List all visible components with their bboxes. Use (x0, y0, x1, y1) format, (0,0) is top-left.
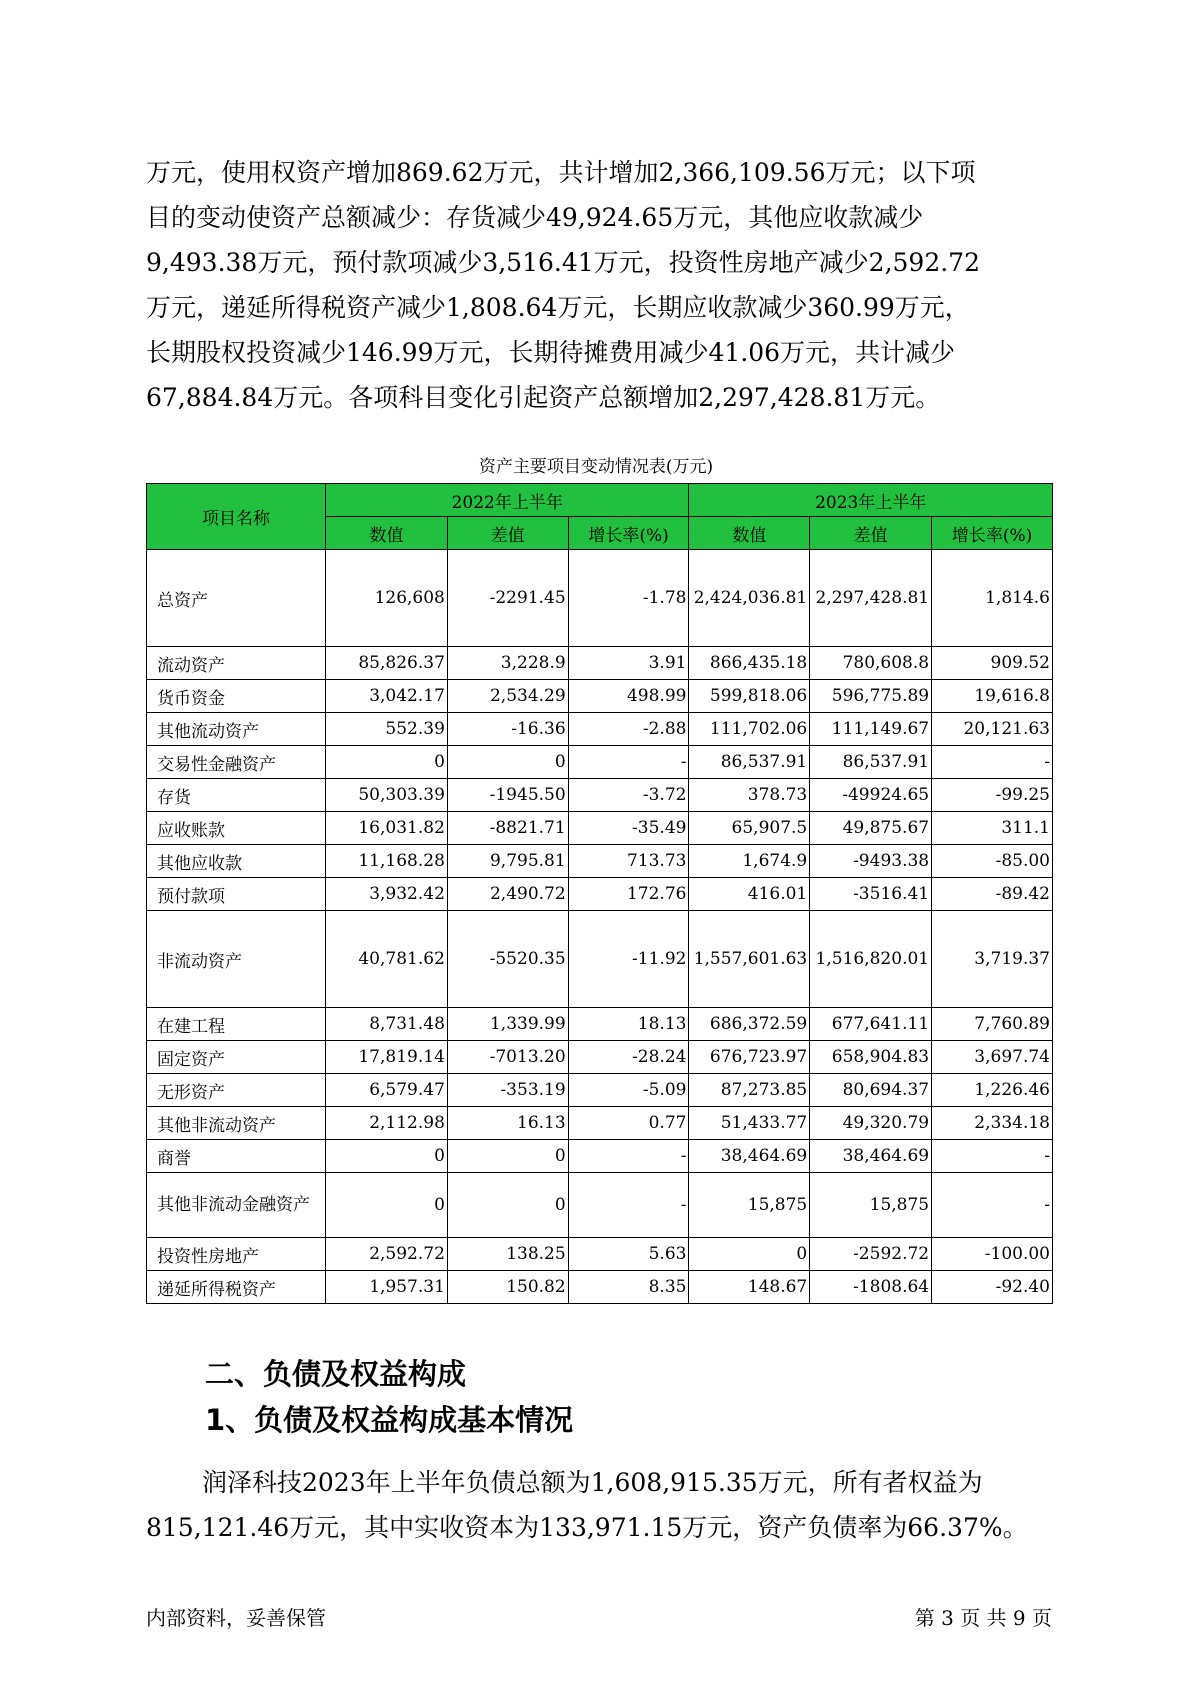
value-cell: 780,608.8 (810, 647, 932, 680)
value-cell: -16.36 (447, 713, 568, 746)
value-cell: 0 (447, 1173, 568, 1238)
value-cell: 3,042.17 (326, 680, 448, 713)
row-name-cell: 应收账款 (147, 812, 326, 845)
value-cell: 38,464.69 (810, 1140, 932, 1173)
value-cell: 7,760.89 (932, 1008, 1053, 1041)
liability-line: 润泽科技2023年上半年负债总额为1,608,915.35万元，所有者权益为 (202, 1468, 983, 1497)
value-cell: 1,814.6 (932, 550, 1053, 647)
value-cell: 16.13 (447, 1107, 568, 1140)
row-name-cell: 总资产 (147, 550, 326, 647)
table-caption: 资产主要项目变动情况表(万元) (478, 457, 714, 477)
value-cell: -28.24 (568, 1041, 689, 1074)
value-cell: 676,723.97 (689, 1041, 810, 1074)
value-cell: 2,297,428.81 (810, 550, 932, 647)
table-row (147, 1140, 1053, 1173)
table-row (147, 1008, 1053, 1041)
value-cell: 3.91 (568, 647, 689, 680)
value-cell: 658,904.83 (810, 1041, 932, 1074)
value-cell: 18.13 (568, 1008, 689, 1041)
header-item-name: 项目名称 (147, 484, 326, 550)
value-cell: 9,795.81 (447, 845, 568, 878)
value-cell: 1,674.9 (689, 845, 810, 878)
value-cell: 172.76 (568, 878, 689, 911)
value-cell: 0.77 (568, 1107, 689, 1140)
header-period-2023: 2023年上半年 (689, 484, 1053, 517)
value-cell: 909.52 (932, 647, 1053, 680)
row-name-cell: 其他非流动资产 (147, 1107, 326, 1140)
table-row (147, 1107, 1053, 1140)
row-name-cell: 投资性房地产 (147, 1238, 326, 1271)
value-cell: 15,875 (689, 1173, 810, 1238)
value-cell: 49,320.79 (810, 1107, 932, 1140)
value-cell: -1808.64 (810, 1271, 932, 1304)
value-cell: -1945.50 (447, 779, 568, 812)
subheader-diff-2023: 差值 (810, 517, 932, 550)
subheader-growth-2023: 增长率(%) (932, 517, 1053, 550)
value-cell: 8,731.48 (326, 1008, 448, 1041)
table-row (147, 1074, 1053, 1107)
value-cell: 49,875.67 (810, 812, 932, 845)
intro-line: 目的变动使资产总额减少：存货减少49,924.65万元，其他应收款减少 (146, 203, 924, 232)
row-name-cell: 递延所得税资产 (147, 1271, 326, 1304)
value-cell: 2,534.29 (447, 680, 568, 713)
value-cell: 2,490.72 (447, 878, 568, 911)
section-heading: 二、负债及权益构成 (205, 1357, 467, 1391)
value-cell: 6,579.47 (326, 1074, 448, 1107)
value-cell: -1.78 (568, 550, 689, 647)
table-row (147, 550, 1053, 647)
value-cell: 0 (447, 1140, 568, 1173)
value-cell: 50,303.39 (326, 779, 448, 812)
value-cell: - (568, 746, 689, 779)
row-name-cell: 固定资产 (147, 1041, 326, 1074)
intro-paragraph (146, 150, 1046, 420)
value-cell: 0 (447, 746, 568, 779)
table-body (147, 550, 1053, 1304)
value-cell: 1,516,820.01 (810, 911, 932, 1008)
value-cell: -2592.72 (810, 1238, 932, 1271)
header-period-2022: 2022年上半年 (326, 484, 689, 517)
subheader-value-2023: 数值 (689, 517, 810, 550)
table-row (147, 911, 1053, 1008)
value-cell: -92.40 (932, 1271, 1053, 1304)
subheader-diff-2022: 差值 (447, 517, 568, 550)
asset-change-table (146, 483, 1053, 1304)
value-cell: 65,907.5 (689, 812, 810, 845)
value-cell: -99.25 (932, 779, 1053, 812)
intro-line: 长期股权投资减少146.99万元，长期待摊费用减少41.06万元，共计减少 (146, 338, 956, 367)
value-cell: 150.82 (447, 1271, 568, 1304)
intro-line: 67,884.84万元。各项科目变化引起资产总额增加2,297,428.81万元。 (146, 383, 941, 412)
value-cell: 3,932.42 (326, 878, 448, 911)
value-cell: 0 (326, 1173, 448, 1238)
value-cell: 15,875 (810, 1173, 932, 1238)
table-row (147, 680, 1053, 713)
footer-confidential-note: 内部资料，妥善保管 (146, 1606, 326, 1630)
row-name-cell: 流动资产 (147, 647, 326, 680)
row-name-cell: 无形资产 (147, 1074, 326, 1107)
value-cell: 1,957.31 (326, 1271, 448, 1304)
table-row (147, 1041, 1053, 1074)
value-cell: 1,557,601.63 (689, 911, 810, 1008)
value-cell: 866,435.18 (689, 647, 810, 680)
value-cell: -5520.35 (447, 911, 568, 1008)
row-name-cell: 商誉 (147, 1140, 326, 1173)
intro-line: 万元，使用权资产增加869.62万元，共计增加2,366,109.56万元；以下项 (146, 158, 976, 187)
value-cell: 87,273.85 (689, 1074, 810, 1107)
value-cell: 111,149.67 (810, 713, 932, 746)
value-cell: -11.92 (568, 911, 689, 1008)
value-cell: 3,719.37 (932, 911, 1053, 1008)
value-cell: 17,819.14 (326, 1041, 448, 1074)
value-cell: 0 (326, 1140, 448, 1173)
table-row (147, 1271, 1053, 1304)
value-cell: -35.49 (568, 812, 689, 845)
value-cell: -85.00 (932, 845, 1053, 878)
value-cell: 599,818.06 (689, 680, 810, 713)
value-cell: 2,112.98 (326, 1107, 448, 1140)
row-name-cell: 预付款项 (147, 878, 326, 911)
row-name-cell: 在建工程 (147, 1008, 326, 1041)
value-cell: 596,775.89 (810, 680, 932, 713)
value-cell: 16,031.82 (326, 812, 448, 845)
row-name-cell: 货币资金 (147, 680, 326, 713)
row-name-cell: 存货 (147, 779, 326, 812)
value-cell: 86,537.91 (810, 746, 932, 779)
value-cell: 2,334.18 (932, 1107, 1053, 1140)
intro-line: 9,493.38万元，预付款项减少3,516.41万元，投资性房地产减少2,592.72 (146, 248, 980, 277)
value-cell: 86,537.91 (689, 746, 810, 779)
value-cell: 3,228.9 (447, 647, 568, 680)
row-name-cell: 交易性金融资产 (147, 746, 326, 779)
subheader-growth-2022: 增长率(%) (568, 517, 689, 550)
row-name-cell: 其他应收款 (147, 845, 326, 878)
value-cell: 111,702.06 (689, 713, 810, 746)
subheader-value-2022: 数值 (326, 517, 448, 550)
value-cell: -100.00 (932, 1238, 1053, 1271)
value-cell: 1,226.46 (932, 1074, 1053, 1107)
footer-page-number: 第 3 页 共 9 页 (914, 1606, 1052, 1630)
value-cell: -89.42 (932, 878, 1053, 911)
value-cell: 11,168.28 (326, 845, 448, 878)
value-cell: -3.72 (568, 779, 689, 812)
value-cell: 686,372.59 (689, 1008, 810, 1041)
value-cell: 713.73 (568, 845, 689, 878)
value-cell: 20,121.63 (932, 713, 1053, 746)
value-cell: -9493.38 (810, 845, 932, 878)
value-cell: 552.39 (326, 713, 448, 746)
value-cell: 0 (689, 1238, 810, 1271)
intro-line: 万元，递延所得税资产减少1,808.64万元，长期应收款减少360.99万元， (146, 293, 970, 322)
value-cell: 378.73 (689, 779, 810, 812)
value-cell: 8.35 (568, 1271, 689, 1304)
value-cell: -5.09 (568, 1074, 689, 1107)
value-cell: 311.1 (932, 812, 1053, 845)
table-row (147, 878, 1053, 911)
table-row (147, 746, 1053, 779)
value-cell: 5.63 (568, 1238, 689, 1271)
value-cell: - (932, 1140, 1053, 1173)
value-cell: 138.25 (447, 1238, 568, 1271)
table-row (147, 812, 1053, 845)
value-cell: -8821.71 (447, 812, 568, 845)
value-cell: 498.99 (568, 680, 689, 713)
value-cell: - (568, 1140, 689, 1173)
subsection-heading: 1、负债及权益构成基本情况 (205, 1403, 574, 1437)
liability-line: 815,121.46万元，其中实收资本为133,971.15万元，资产负债率为66.37%。 (146, 1513, 1028, 1542)
value-cell: 85,826.37 (326, 647, 448, 680)
value-cell: 677,641.11 (810, 1008, 932, 1041)
row-name-cell: 其他非流动金融资产 (147, 1173, 326, 1238)
value-cell: 80,694.37 (810, 1074, 932, 1107)
table-row (147, 713, 1053, 746)
table-row (147, 647, 1053, 680)
value-cell: 1,339.99 (447, 1008, 568, 1041)
value-cell: 40,781.62 (326, 911, 448, 1008)
value-cell: -49924.65 (810, 779, 932, 812)
value-cell: - (932, 1173, 1053, 1238)
value-cell: -7013.20 (447, 1041, 568, 1074)
value-cell: 38,464.69 (689, 1140, 810, 1173)
value-cell: -2.88 (568, 713, 689, 746)
table-row (147, 1238, 1053, 1271)
value-cell: 2,592.72 (326, 1238, 448, 1271)
row-name-cell: 其他流动资产 (147, 713, 326, 746)
value-cell: -353.19 (447, 1074, 568, 1107)
value-cell: 2,424,036.81 (689, 550, 810, 647)
value-cell: 0 (326, 746, 448, 779)
row-name-cell: 非流动资产 (147, 911, 326, 1008)
table-row (147, 845, 1053, 878)
value-cell: - (932, 746, 1053, 779)
table-row (147, 1173, 1053, 1238)
value-cell: - (568, 1173, 689, 1238)
liability-paragraph (146, 1460, 1046, 1550)
value-cell: -2291.45 (447, 550, 568, 647)
value-cell: -3516.41 (810, 878, 932, 911)
value-cell: 126,608 (326, 550, 448, 647)
value-cell: 19,616.8 (932, 680, 1053, 713)
value-cell: 148.67 (689, 1271, 810, 1304)
table-row (147, 779, 1053, 812)
value-cell: 416.01 (689, 878, 810, 911)
value-cell: 3,697.74 (932, 1041, 1053, 1074)
value-cell: 51,433.77 (689, 1107, 810, 1140)
